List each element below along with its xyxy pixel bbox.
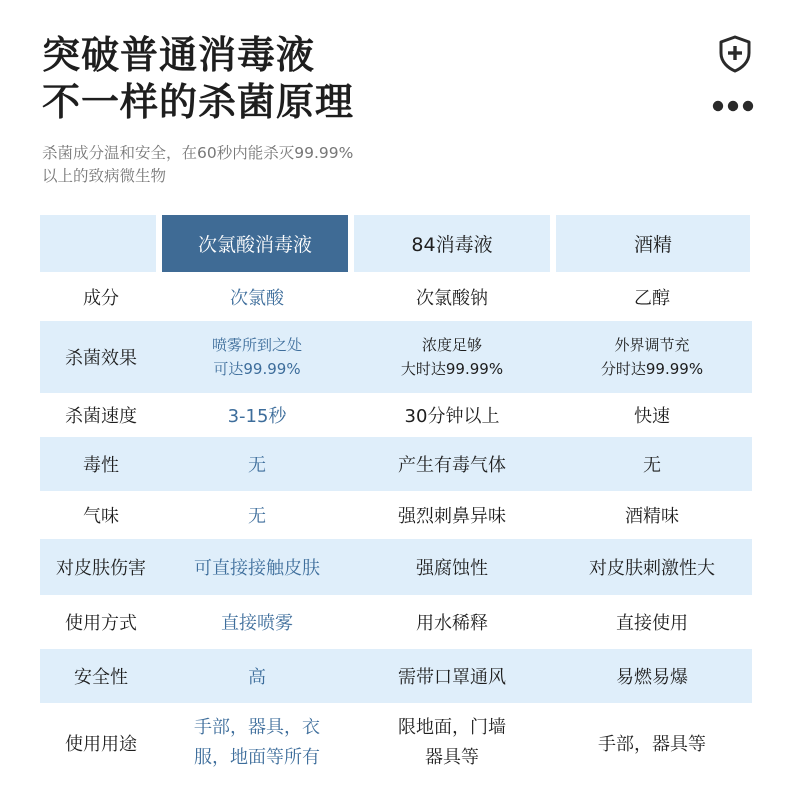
table-row: [40, 273, 752, 321]
row-label: 使用方式: [65, 613, 137, 634]
table-cell: 需带口罩通风: [398, 667, 506, 688]
row-label: 成分: [83, 288, 119, 309]
table-row: [40, 703, 752, 783]
table-cell: 次氯酸: [230, 288, 284, 309]
row-label: 杀菌效果: [65, 348, 137, 369]
table-cell: 强烈刺鼻异味: [398, 506, 506, 527]
subtitle-line-2: 以上的致病微生物: [42, 167, 167, 185]
table-header-row: [40, 213, 752, 273]
row-label: 气味: [83, 506, 119, 527]
table-cell: 次氯酸钠: [416, 288, 488, 309]
table-cell: 3-15秒: [227, 406, 287, 427]
table-cell: 高: [248, 667, 266, 688]
table-cell: 无: [643, 455, 661, 476]
table-cell: 可直接接触皮肤: [194, 558, 320, 579]
header-cell-hypochlorous[interactable]: 次氯酸消毒液: [162, 215, 348, 272]
table-cell: 30分钟以上: [404, 406, 500, 427]
title-line-1: 突破普通消毒液: [42, 33, 316, 77]
row-label: 使用用途: [65, 734, 137, 755]
table-cell: 酒精味: [625, 506, 679, 527]
table-cell: 直接喷雾: [221, 613, 293, 634]
subtitle-line-1: 杀菌成分温和安全，在60秒内能杀灭99.99%: [42, 144, 354, 162]
header-cell-84[interactable]: 84消毒液: [354, 215, 550, 272]
row-label: 杀菌速度: [65, 406, 137, 427]
table-row: [40, 649, 752, 703]
table-cell: 强腐蚀性: [416, 558, 488, 579]
row-label: 对皮肤伤害: [56, 558, 146, 579]
table-row: [40, 539, 752, 595]
table-cell: 无: [248, 506, 266, 527]
table-row: [40, 393, 752, 437]
comparison-table: [40, 213, 752, 783]
table-cell: 外界调节充 分时达99.99%: [600, 336, 704, 378]
table-row: [40, 437, 752, 491]
title-line-2: 不一样的杀菌原理: [42, 80, 355, 124]
table-cell: 手部，器具等: [598, 734, 706, 755]
table-cell: 喷雾所到之处 可达99.99%: [211, 336, 302, 378]
more-dots-icon[interactable]: [712, 100, 754, 112]
row-label: 毒性: [83, 455, 119, 476]
page-title: [42, 32, 354, 126]
table-cell: 易燃易爆: [616, 667, 688, 688]
header-cell-empty: [40, 215, 156, 272]
table-row: [40, 321, 752, 393]
table-cell: 无: [248, 455, 266, 476]
row-label: 安全性: [74, 667, 128, 688]
table-row: [40, 491, 752, 539]
table-cell: 直接使用: [616, 613, 688, 634]
table-row: [40, 595, 752, 649]
shield-plus-icon[interactable]: [716, 34, 754, 74]
page-subtitle: [42, 142, 353, 188]
table-cell: 用水稀释: [416, 613, 488, 634]
table-cell: 浓度足够 大时达99.99%: [400, 336, 504, 378]
table-cell: 对皮肤刺激性大: [589, 558, 715, 579]
table-cell: 快速: [634, 406, 670, 427]
table-cell: 产生有毒气体: [398, 455, 506, 476]
table-cell: 乙醇: [634, 288, 670, 309]
header-cell-alcohol[interactable]: 酒精: [556, 215, 750, 272]
table-cell: 手部，器具，衣 服，地面等所有: [194, 717, 320, 768]
table-cell: 限地面，门墙 器具等: [398, 717, 506, 768]
